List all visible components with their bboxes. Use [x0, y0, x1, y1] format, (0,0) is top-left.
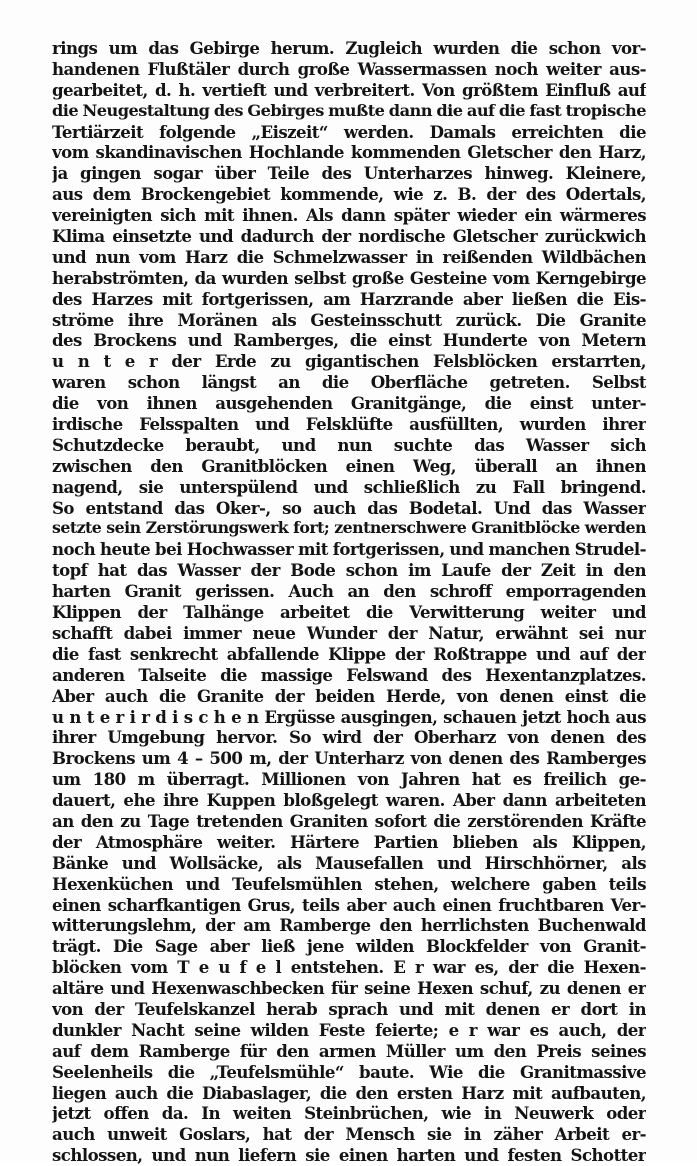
text-line: waren schon längst an die Oberfläche getreten. Selbst	[52, 372, 646, 393]
text-line: trägt. Die Sage aber ließ jene wilden Blockfelder von Granit-	[52, 936, 646, 957]
text-line: witterungslehm, der am Ramberge den herrlichsten Buchenwald	[52, 915, 646, 936]
text-line: Hexenküchen und Teufelsmühlen stehen, welchere gaben teils	[52, 873, 646, 894]
text-line: u n t e r der Erde zu gigantischen Felsblöcken erstarrten,	[52, 351, 646, 372]
text-line: dunkler Nacht seine wilden Feste feierte; e r war es auch, der	[52, 1019, 646, 1040]
text-line: Brockens um 4 – 500 m, der Unterharz von denen des Ramberges	[52, 748, 646, 769]
text-line: um 180 m überragt. Millionen von Jahren hat es freilich ge-	[52, 769, 646, 790]
text-line: blöcken vom T e u f e l entstehen. E r war es, der die Hexen-	[52, 957, 646, 978]
text-column	[52, 38, 646, 1166]
text-line: zwischen den Granitblöcken einen Weg, überall an ihnen	[52, 455, 646, 476]
text-line: Aber auch die Granite der beiden Herde, von denen einst die	[52, 685, 646, 706]
text-line: schlossen, und nun liefern sie einen harten und festen Schotter	[52, 1145, 646, 1166]
text-line: Tertiärzeit folgende „Eiszeit“ werden. Damals erreichten die	[52, 121, 646, 142]
text-line: u n t e r i r d i s c h e n Ergüsse ausgingen, schauen jetzt hoch aus	[52, 706, 646, 727]
text-line: ihrer Umgebung hervor. So wird der Oberharz von denen des	[52, 727, 646, 748]
text-line: des Harzes mit fortgerissen, am Harzrande aber ließen die Eis-	[52, 288, 646, 309]
text-line: gearbeitet, d. h. vertieft und verbreitert. Von größtem Einfluß auf	[52, 79, 646, 100]
text-line: noch heute bei Hochwasser mit fortgerissen, und manchen Strudel-	[52, 539, 646, 560]
text-line: topf hat das Wasser der Bode schon im Laufe der Zeit in den	[52, 560, 646, 581]
text-line: vom skandinavischen Hochlande kommenden Gletscher den Harz,	[52, 142, 646, 163]
text-line: der Atmosphäre weiter. Härtere Partien blieben als Klippen,	[52, 831, 646, 852]
text-line: vereinigten sich mit ihnen. Als dann später wieder ein wärmeres	[52, 205, 646, 226]
text-line: anderen Talseite die massige Felswand des Hexentanzplatzes.	[52, 664, 646, 685]
text-line: die fast senkrecht abfallende Klippe der Roßtrappe und auf der	[52, 643, 646, 664]
text-line: aus dem Brockengebiet kommende, wie z. B. der des Odertals,	[52, 184, 646, 205]
text-line: an den zu Tage tretenden Graniten sofort die zerstörenden Kräfte	[52, 810, 646, 831]
text-line: auch unweit Goslars, hat der Mensch sie in zäher Arbeit er-	[52, 1124, 646, 1145]
text-line: dauert, ehe ihre Kuppen bloßgelegt waren. Aber dann arbeiteten	[52, 790, 646, 811]
text-line: Klima einsetzte und dadurch der nordische Gletscher zurückwich	[52, 226, 646, 247]
text-line: auf dem Ramberge für den armen Müller um den Preis seines	[52, 1040, 646, 1061]
text-line: die von ihnen ausgehenden Granitgänge, die einst unter-	[52, 393, 646, 414]
text-line: irdische Felsspalten und Felsklüfte ausfüllten, wurden ihrer	[52, 414, 646, 435]
text-line: Seelenheils die „Teufelsmühle“ baute. Wie die Granitmassive	[52, 1061, 646, 1082]
text-line: Klippen der Talhänge arbeitet die Verwitterung weiter und	[52, 602, 646, 623]
text-line: liegen auch die Diabaslager, die den ersten Harz mit aufbauten,	[52, 1082, 646, 1103]
text-line: altäre und Hexenwaschbecken für seine Hexen schuf, zu denen er	[52, 978, 646, 999]
text-line: handenen Flußtäler durch große Wassermassen noch weiter aus-	[52, 58, 646, 79]
text-line: herabströmten, da wurden selbst große Gesteine vom Kerngebirge	[52, 267, 646, 288]
text-line: von der Teufelskanzel herab sprach und mit denen er dort in	[52, 998, 646, 1019]
text-line: schafft dabei immer neue Wunder der Natur, erwähnt sei nur	[52, 622, 646, 643]
text-line: des Brockens und Ramberges, die einst Hunderte von Metern	[52, 330, 646, 351]
text-line: setzte sein Zerstörungswerk fort; zentnerschwere Granitblöcke werden	[52, 518, 646, 538]
text-line: harten Granit gerissen. Auch an den schroff emporragenden	[52, 581, 646, 602]
text-line: die Neugestaltung des Gebirges mußte dann die auf die fast tropische	[52, 100, 646, 120]
text-line: und nun vom Harz die Schmelzwasser in reißenden Wildbächen	[52, 246, 646, 267]
text-line: einen scharfkantigen Grus, teils aber auch einen fruchtbaren Ver-	[52, 894, 646, 915]
text-line: rings um das Gebirge herum. Zugleich wurden die schon vor-	[52, 38, 646, 58]
text-line: Bänke und Wollsäcke, als Mausefallen und Hirschhörner, als	[52, 852, 646, 873]
text-line: ja gingen sogar über Teile des Unterharzes hinweg. Kleinere,	[52, 163, 646, 184]
text-line: jetzt offen da. In weiten Steinbrüchen, wie in Neuwerk oder	[52, 1103, 646, 1124]
text-line: So entstand das Oker-, so auch das Bodetal. Und das Wasser	[52, 497, 646, 518]
text-line: nagend, sie unterspülend und schließlich zu Fall bringend.	[52, 476, 646, 497]
text-line: Schutzdecke beraubt, und nun suchte das Wasser sich	[52, 434, 646, 455]
text-line: ströme ihre Moränen als Gesteinsschutt zurück. Die Granite	[52, 309, 646, 330]
